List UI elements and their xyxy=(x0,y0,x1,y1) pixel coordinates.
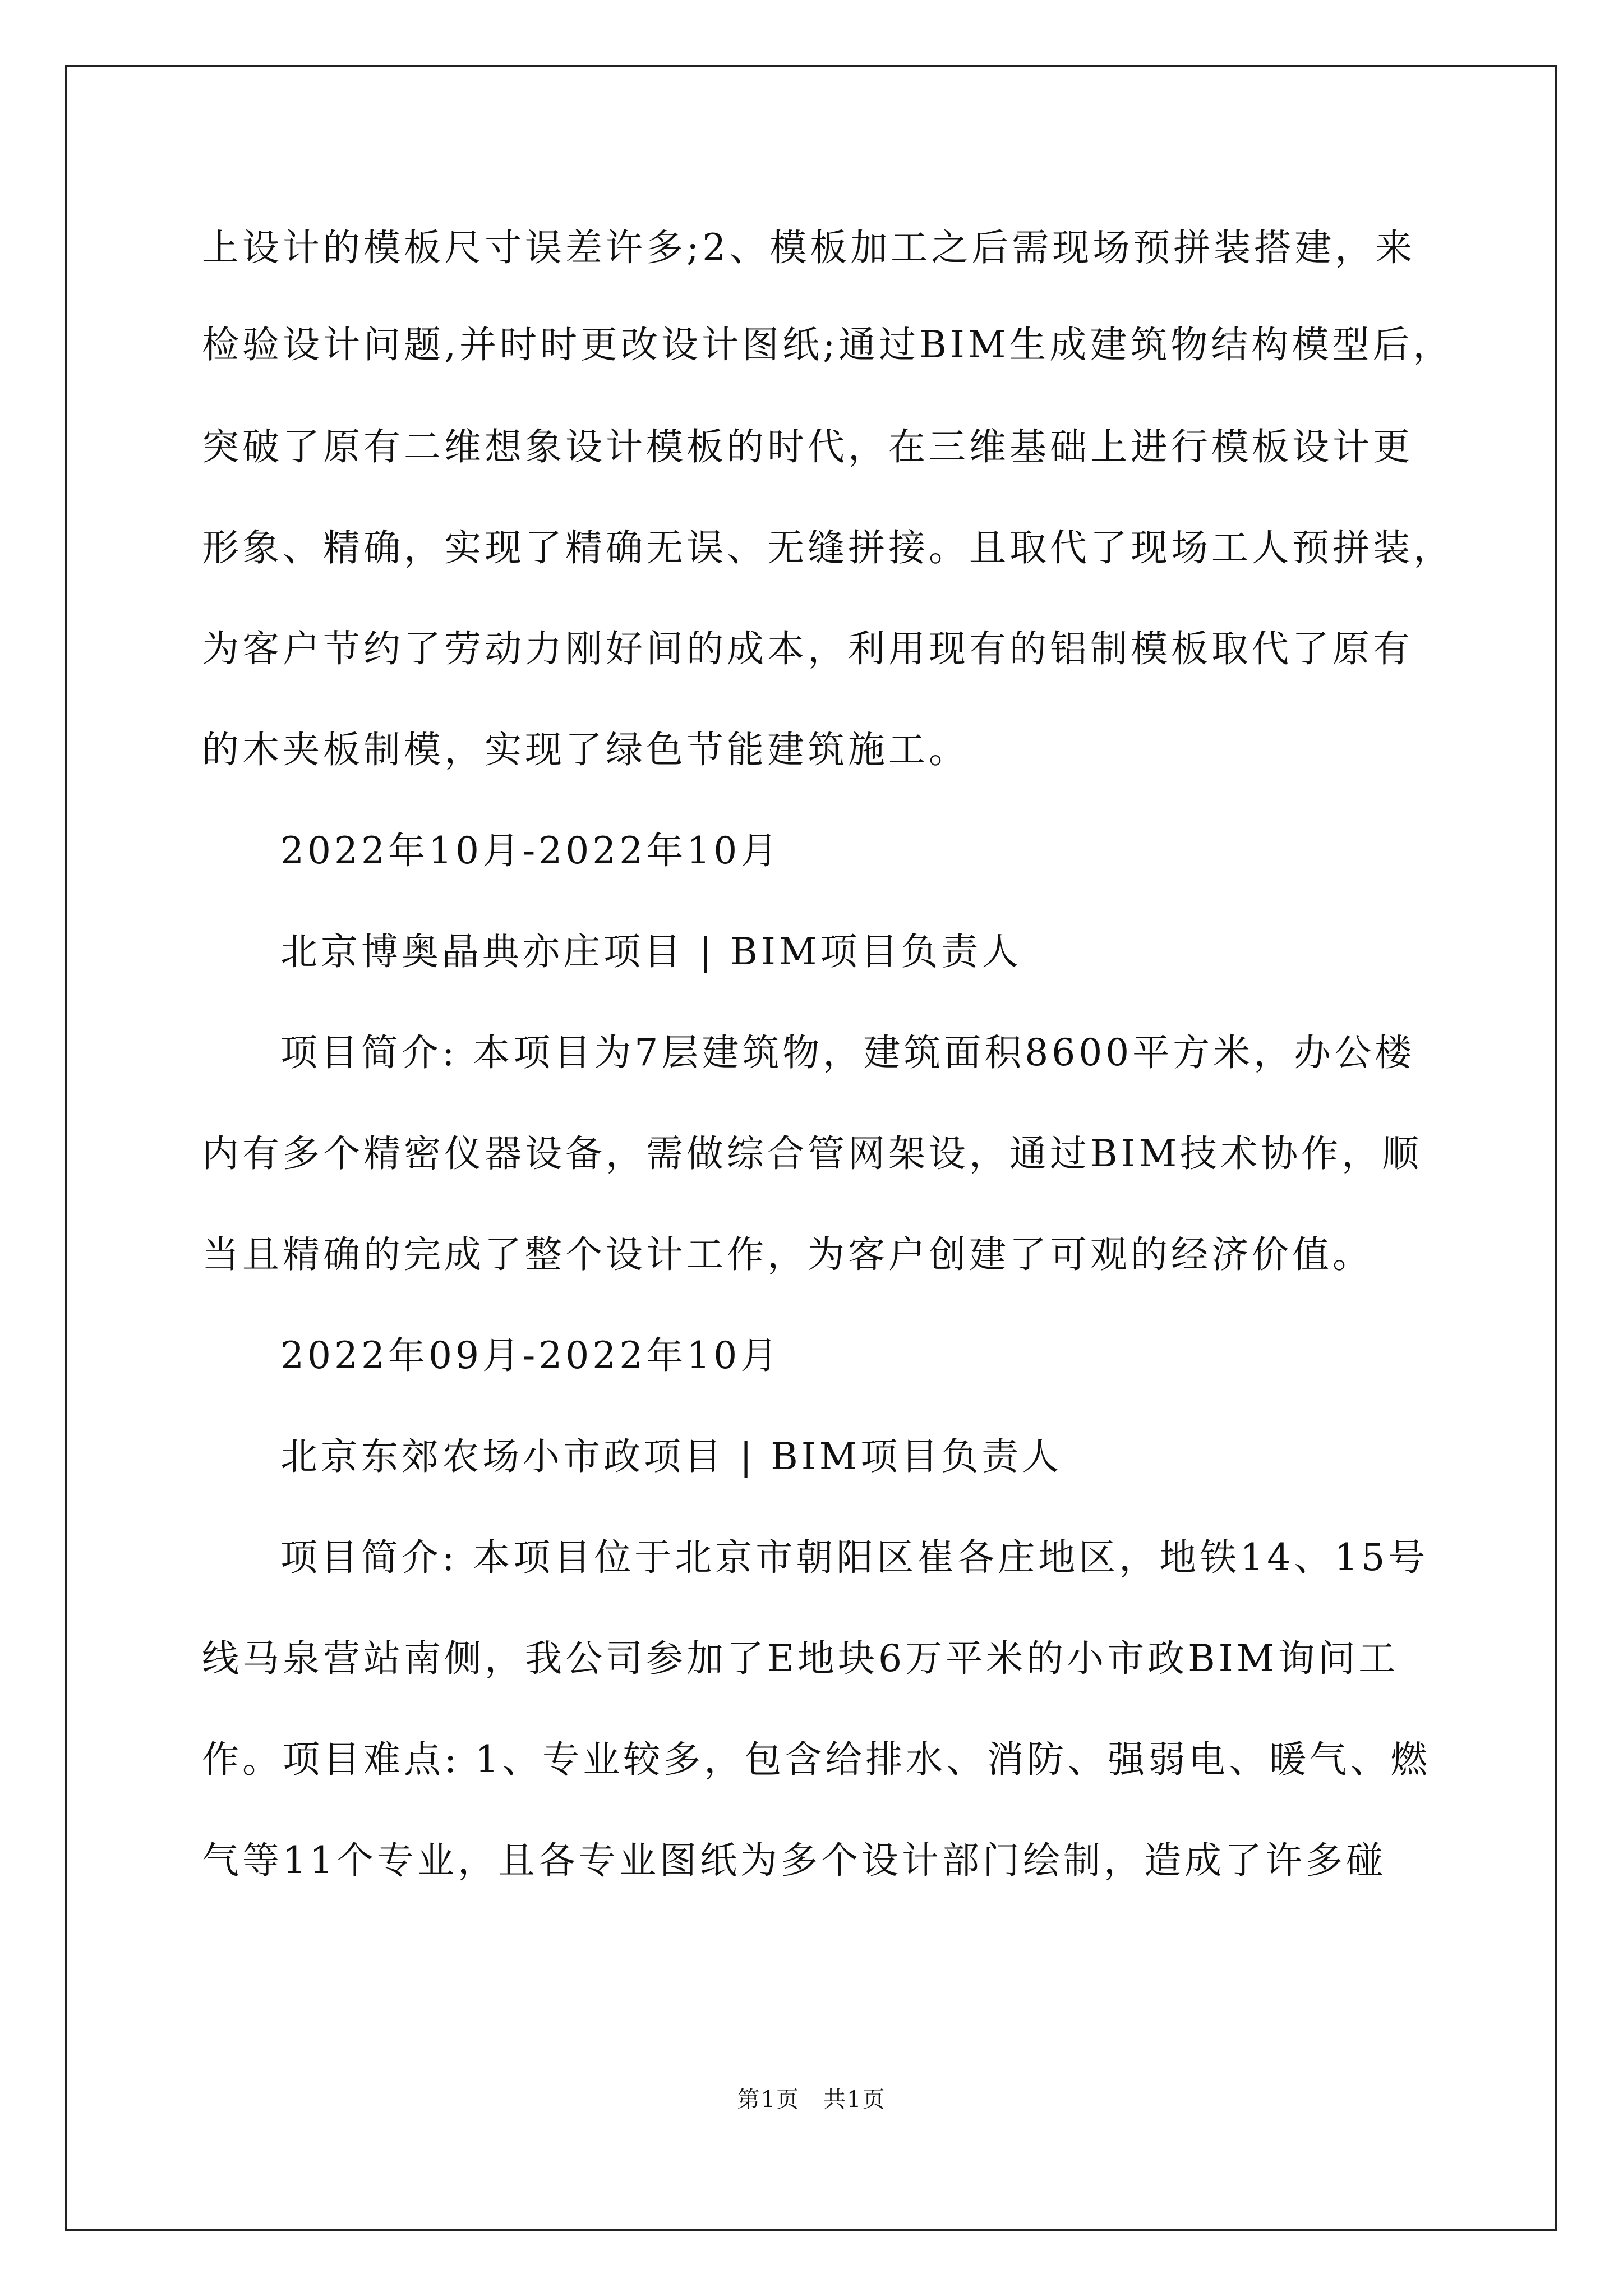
paragraph-line: 项目简介: 本项目为7层建筑物，建筑面积8600平方米，办公楼 xyxy=(280,1031,1415,1074)
paragraph-line: 当且精确的完成了整个设计工作，为客户创建了可观的经济价值。 xyxy=(202,1233,1373,1276)
paragraph-line: 为客户节约了劳动力刚好间的成本，利用现有的铝制模板取代了原有 xyxy=(202,627,1413,670)
project-title: 北京东郊农场小市政项目 | BIM项目负责人 xyxy=(280,1435,1063,1478)
paragraph-line: 突破了原有二维想象设计模板的时代，在三维基础上进行模板设计更 xyxy=(202,425,1413,468)
paragraph-line: 检验设计问题,并时时更改设计图纸;通过BIM生成建筑物结构模型后， xyxy=(202,323,1454,366)
date-range: 2022年10月-2022年10月 xyxy=(280,829,781,872)
page-footer: 第1页 共1页 xyxy=(737,2087,886,2113)
project-title: 北京博奥晶典亦庄项目 | BIM项目负责人 xyxy=(280,930,1022,973)
paragraph-line: 的木夹板制模，实现了绿色节能建筑施工。 xyxy=(202,728,969,771)
date-range: 2022年09月-2022年10月 xyxy=(280,1334,781,1377)
paragraph-line: 线马泉营站南侧，我公司参加了E地块6万平米的小市政BIM询问工 xyxy=(202,1637,1399,1680)
paragraph-line: 项目简介: 本项目位于北京市朝阳区崔各庄地区，地铁14、15号 xyxy=(280,1536,1429,1579)
paragraph-line: 气等11个专业，且各专业图纸为多个设计部门绘制，造成了许多碰 xyxy=(202,1839,1386,1882)
paragraph-line: 作。项目难点: 1、专业较多，包含给排水、消防、强弱电、暖气、燃 xyxy=(202,1738,1431,1781)
paragraph-line: 内有多个精密仪器设备，需做综合管网架设，通过BIM技术协作，顺 xyxy=(202,1132,1423,1175)
paragraph-line: 上设计的模板尺寸误差许多;2、模板加工之后需现场预拼装搭建，来 xyxy=(202,226,1416,269)
paragraph-line: 形象、精确，实现了精确无误、无缝拼接。且取代了现场工人预拼装， xyxy=(202,526,1454,569)
